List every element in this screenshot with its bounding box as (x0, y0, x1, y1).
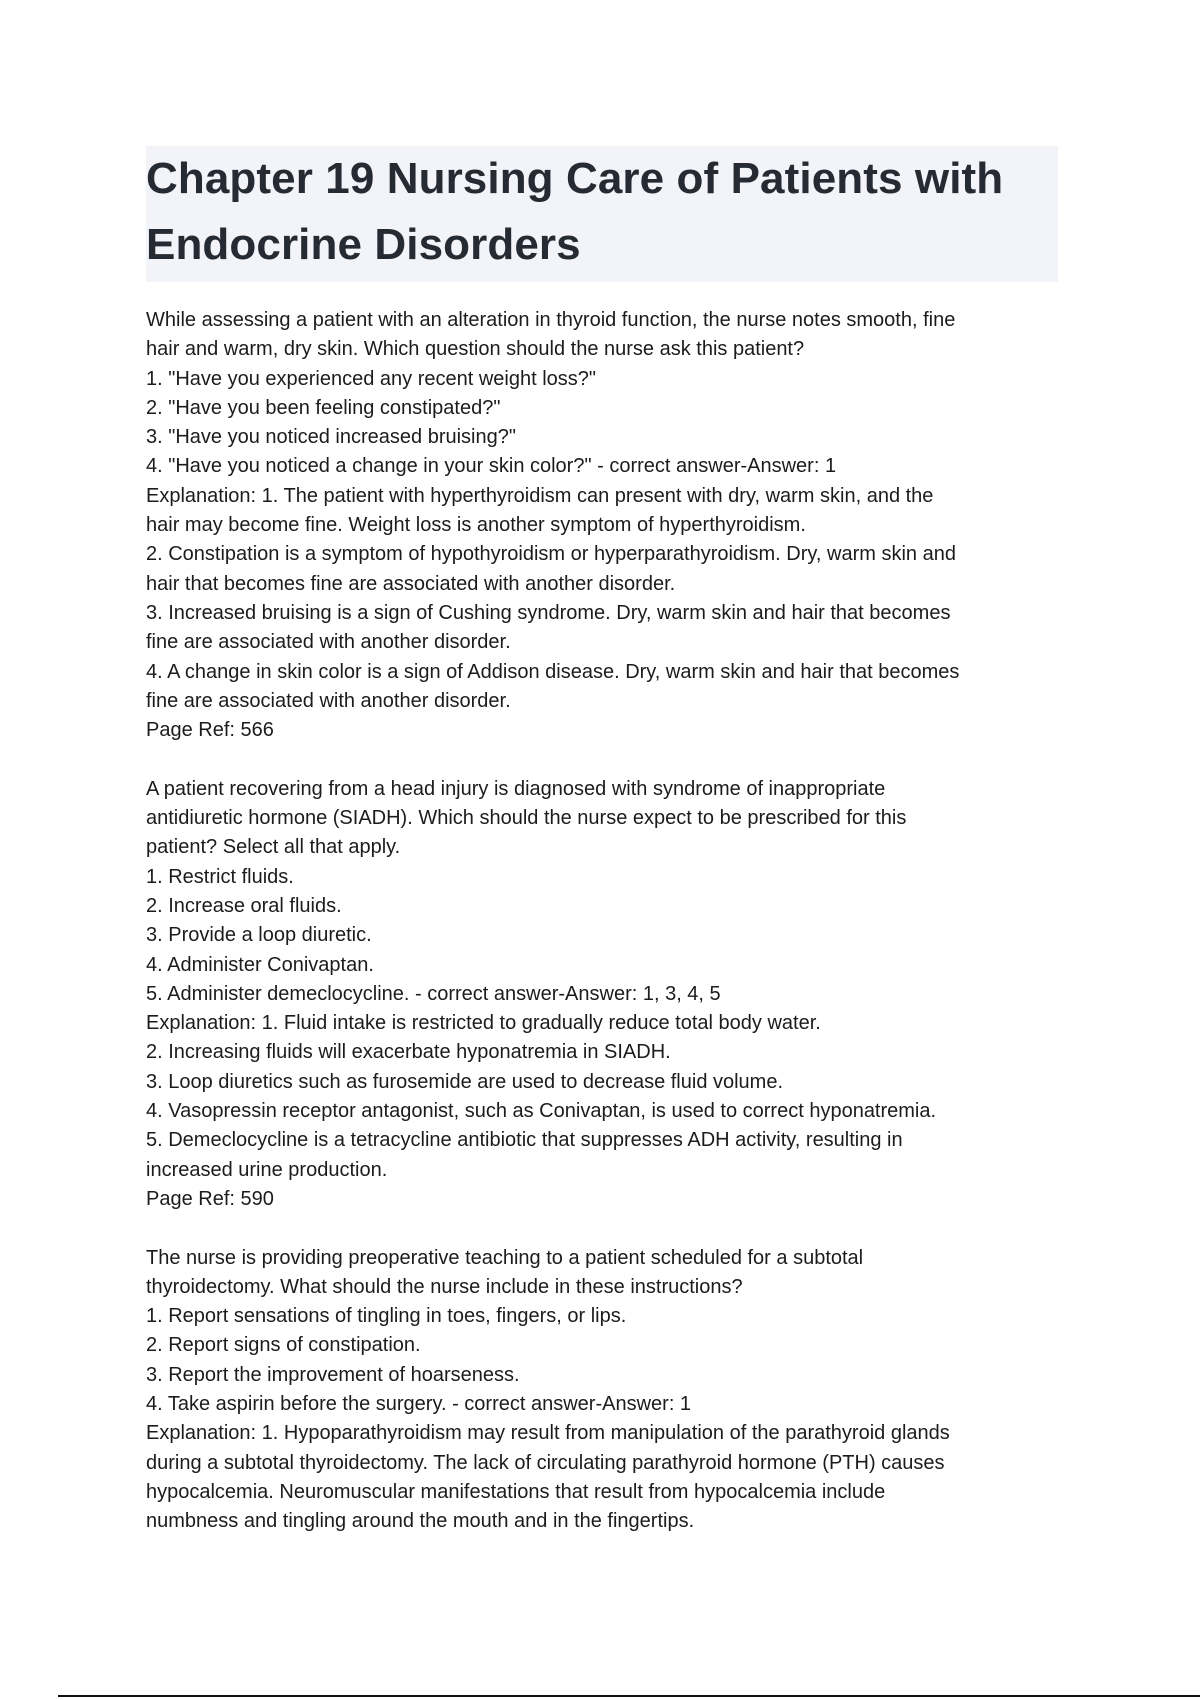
text-line: 4. "Have you noticed a change in your skin color?" - correct answer-Answer: 1 (146, 455, 837, 478)
text-line: patient? Select all that apply. (146, 836, 401, 859)
text-line: 3. "Have you noticed increased bruising?" (146, 426, 516, 449)
text-line: 2. Report signs of constipation. (146, 1334, 421, 1357)
text-line: While assessing a patient with an alteration in thyroid function, the nurse notes smooth, fine (146, 309, 956, 331)
text-line: hair may become fine. Weight loss is another symptom of hyperthyroidism. (146, 514, 806, 537)
text-line: hair that becomes fine are associated with another disorder. (146, 572, 676, 595)
question-block (146, 1244, 1066, 1537)
text-line: Explanation: 1. Hypoparathyroidism may result from manipulation of the parathyroid glands (146, 1422, 950, 1445)
text-line: 4. Administer Conivaptan. (146, 953, 374, 976)
text-line: 5. Demeclocycline is a tetracycline antibiotic that suppresses ADH activity, resulting in (146, 1129, 903, 1152)
page-ref: Page Ref: 590 (146, 1187, 274, 1210)
document-body (146, 306, 1066, 1536)
text-line: thyroidectomy. What should the nurse include in these instructions? (146, 1275, 743, 1298)
text-line: 2. Increase oral fluids. (146, 894, 342, 917)
text-line: 1. Report sensations of tingling in toes, fingers, or lips. (146, 1305, 627, 1328)
text-line: 4. A change in skin color is a sign of Addison disease. Dry, warm skin and hair that becomes (146, 660, 960, 683)
text-line: fine are associated with another disorder. (146, 689, 511, 712)
text-line: hypocalcemia. Neuromuscular manifestations that result from hypocalcemia include (146, 1480, 886, 1503)
paragraph-gap (146, 1214, 1066, 1243)
text-line: 2. Increasing fluids will exacerbate hyponatremia in SIADH. (146, 1041, 671, 1064)
text-line: fine are associated with another disorder. (146, 631, 511, 654)
paragraph-gap (146, 745, 1066, 774)
text-line: 1. Restrict fluids. (146, 865, 294, 888)
text-line: A patient recovering from a head injury is diagnosed with syndrome of inappropriate (146, 777, 886, 800)
text-line: 4. Vasopressin receptor antagonist, such as Conivaptan, is used to correct hyponatremia. (146, 1100, 937, 1123)
question-block (146, 775, 1066, 1214)
page-ref: Page Ref: 566 (146, 719, 274, 742)
text-line: Explanation: 1. Fluid intake is restricted to gradually reduce total body water. (146, 1012, 821, 1035)
text-line: Explanation: 1. The patient with hyperthyroidism can present with dry, warm skin, and the (146, 484, 934, 507)
title-banner (146, 146, 1058, 282)
text-line: numbness and tingling around the mouth and in the fingertips. (146, 1510, 695, 1533)
text-line: 3. Report the improvement of hoarseness. (146, 1363, 520, 1386)
text-line: The nurse is providing preoperative teaching to a patient scheduled for a subtotal (146, 1246, 864, 1269)
text-line: 3. Provide a loop diuretic. (146, 924, 372, 947)
text-line: during a subtotal thyroidectomy. The lack of circulating parathyroid hormone (PTH) causes (146, 1451, 945, 1474)
page-title (146, 146, 1058, 278)
text-line: 1. "Have you experienced any recent weight loss?" (146, 367, 597, 390)
text-line: antidiuretic hormone (SIADH). Which should the nurse expect to be prescribed for this (146, 807, 907, 830)
footer-divider (58, 1695, 1200, 1697)
text-line: 2. Constipation is a symptom of hypothyroidism or hyperparathyroidism. Dry, warm skin and (146, 543, 956, 566)
text-line: 3. Increased bruising is a sign of Cushing syndrome. Dry, warm skin and hair that becomes (146, 601, 951, 624)
page-title-line-2: Endocrine Disorders (146, 220, 581, 269)
text-line: 4. Take aspirin before the surgery. - correct answer-Answer: 1 (146, 1392, 692, 1415)
page-title-line-1: Chapter 19 Nursing Care of Patients with (146, 154, 1004, 203)
question-block (146, 306, 1066, 745)
text-line: 3. Loop diuretics such as furosemide are used to decrease fluid volume. (146, 1070, 784, 1093)
text-line: increased urine production. (146, 1158, 388, 1181)
text-line: hair and warm, dry skin. Which question should the nurse ask this patient? (146, 338, 805, 361)
text-line: 2. "Have you been feeling constipated?" (146, 396, 501, 419)
text-line: 5. Administer demeclocycline. - correct answer-Answer: 1, 3, 4, 5 (146, 982, 721, 1005)
